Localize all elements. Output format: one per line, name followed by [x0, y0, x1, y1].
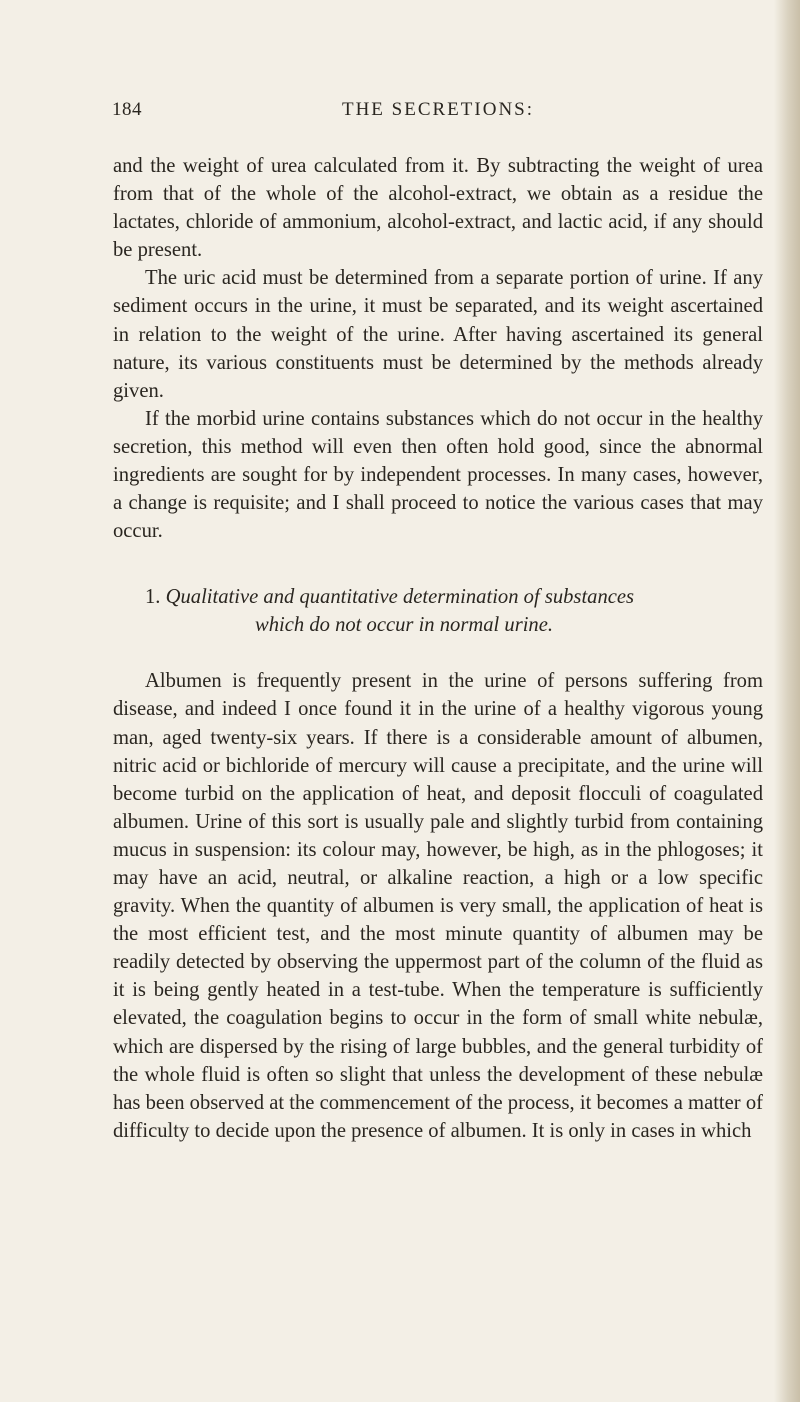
page-number: 184 [112, 99, 142, 120]
section-number: 1. [145, 586, 161, 609]
paragraph-uric-acid: The uric acid must be determined from a separate portion of urine. If any sediment occurs in the urine, it must be separated, and its weight ascertained in relation to the weight of the urine. After having ascertained its general nature, its various constituents must be determined by the methods already given. [113, 267, 763, 402]
running-head: THE SECRETIONS: [341, 99, 535, 120]
paragraph-continued: and the weight of urea calculated from it. By subtracting the weight of urea from that of the whole of the alcohol-extract, we obtain as a residue the lactates, chloride of ammonium, alcohol-extract, and lactic acid, if any should be present. [113, 155, 763, 262]
paragraph-morbid-urine: If the morbid urine contains substances which do not occur in the healthy secretion, this method will even then often hold good, since the abnormal ingredients are sought for by independent processes. In many cases, however, a change is requisite; and I shall proceed to notice the various cases that may occur. [113, 407, 763, 543]
page-header [112, 99, 764, 123]
page-edge-shadow [774, 0, 800, 1402]
section-title-line2: which do not occur in normal urine. [255, 614, 554, 637]
body-text [113, 152, 763, 1145]
paragraph-albumen: Albumen is frequently present in the urine of persons suffering from disease, and indeed I once found it in the urine of a healthy vigorous young man, aged twenty-six years. If there is a considerable amount of albumen, nitric acid or bichloride of mercury will cause a precipitate, and the urine will become turbid on the application of heat, and deposit flocculi of coagulated albumen. Urine of this sort is usually pale and slightly turbid from containing mucus in suspension: its colour may, however, be high, as in the phlogoses; it may have an acid, neutral, or alkaline reaction, a high or a low specific gravity. When the quantity of albumen is very small, the application of heat is the most efficient test, and the most minute quantity of albumen may be readily detected by observing the uppermost part of the column of the fluid as it is being gently heated in a test-tube. When the temperature is sufficiently elevated, the coagulation begins to occur in the form of small white nebulæ, which are dispersed by the rising of large bubbles, and the general turbidity of the whole fluid is often so slight that unless the development of these nebulæ has been observed at the commencement of the process, it becomes a matter of difficulty to decide upon the presence of albumen. It is only in cases in which [113, 670, 763, 1142]
section-title-line1: Qualitative and quantitative determination of substances [165, 586, 635, 609]
section-heading [113, 583, 763, 639]
